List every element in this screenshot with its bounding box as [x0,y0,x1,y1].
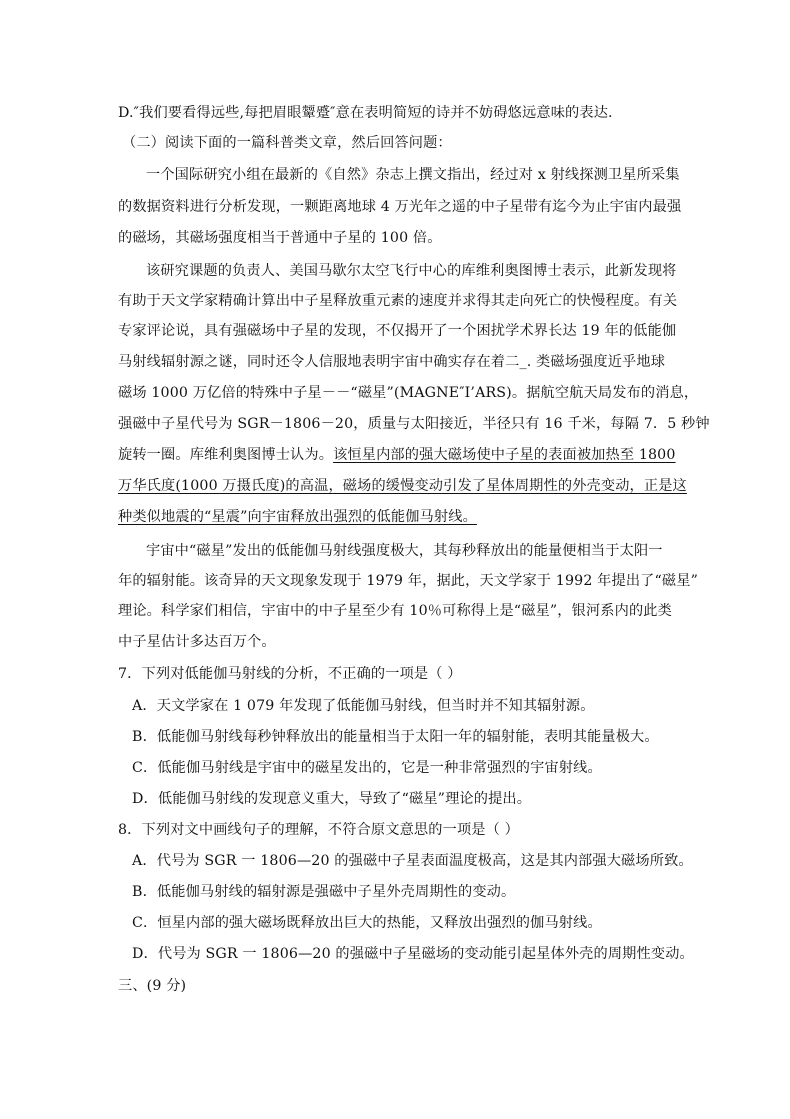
question7-option-d: D．低能伽马射线的发现意义重大，导致了“磁星”理论的提出。 [132,791,532,807]
article-p1-line1: 一个国际研究小组在最新的《自然》杂志上撰文指出，经过对 x 射线探测卫星所采集 [146,167,680,183]
question8-option-b: B．低能伽马射线的辐射源是强磁中子星外壳周期性的变动。 [132,884,516,900]
section3-heading: 三、(9 分) [118,978,187,994]
article-p2-line1: 该研究课题的负责人、美国马歇尔太空飞行中心的库维利奥图博士表示，此新发现将 [146,263,677,279]
article-p2-line4: 马射线辐射源之谜，同时还令人信服地表明宇宙中确实存在着二_. 类磁场强度近乎地球 [118,354,666,370]
question6-option-d: D.″我们要看得远些,每把眉眼颦蹙″意在表明简短的诗并不妨碍悠远意味的表达. [118,105,613,121]
question8-option-c: C．恒星内部的强大磁场既释放出巨大的热能，又释放出强烈的伽马射线。 [132,915,602,931]
article-p2-line6: 强磁中子星代号为 SGR－1806－20，质量与太阳接近，半径只有 16 千米，每隔 7．5 秒钟 [118,416,710,432]
question7-option-c: C．低能伽马射线是宇宙中的磁星发出的，它是一种非常强烈的宇宙射线。 [132,760,602,776]
article-p1-line3: 的磁场，其磁场强度相当于普通中子星的 100 倍。 [118,230,442,246]
article-p2-line2: 有助于天文学家精确计算出中子星释放重元素的速度并求得其走向死亡的快慢程度。有关 [118,293,678,309]
question7-option-b: B．低能伽马射线每秒钟释放出的能量相当于太阳一年的辐射能，表明其能量极大。 [132,729,659,745]
underlined-sentence-line2: 万华氏度(1000 万摄氏度)的高温，磁场的缓慢变动引发了星体周期性的外壳变动，正是这 [118,478,687,494]
underlined-sentence-line3: 种类似地震的“星震”向宇宙释放出强烈的低能伽马射线。 [118,509,477,525]
article-p3-line2: 年的辐射能。该奇异的天文现象发现于 1979 年，据此，天文学家于 1992 年提出了“磁星” [118,573,698,589]
article-p2-line5: 磁场 1000 万亿倍的特殊中子星－－“磁星”(MAGNE″I’ARS)。据航空航天局发布的消息， [118,385,699,401]
article-p3-line1: 宇宙中“磁星”发出的低能伽马射线强度极大，其每秒释放出的能量便相当于太阳一 [146,543,663,559]
question7-option-a: A．天文学家在 1 079 年发现了低能伽马射线，但当时并不知其辐射源。 [132,698,595,714]
underlined-sentence-start: 该恒星内部的强大磁场使中子星的表面被加热至 1800 [333,447,676,463]
question8-option-d: D．代号为 SGR 一 1806—20 的强磁中子星磁场的变动能引起星体外壳的周期性变动。 [132,946,694,962]
article-p1-line2: 的数据资料进行分析发现，一颗距离地球 4 万光年之遥的中子星带有迄今为止宇宙内最强 [118,199,682,215]
section2-heading: （二）阅读下面的一篇科普类文章，然后回答问题： [122,135,452,151]
question7-stem: 7．下列对低能伽马射线的分析，不正确的一项是（ ） [118,666,462,682]
question8-stem: 8．下列对文中画线句子的理解，不符合原文意思的一项是（ ） [118,822,519,838]
article-p2-line7-plain: 旋转一圈。库维利奥图博士认为。 [118,447,334,463]
article-p2-line7 [118,445,678,465]
question8-option-a: A．代号为 SGR 一 1806—20 的强磁中子星表面温度极高，这是其内部强大磁场所致。 [132,853,693,869]
article-p2-line3: 专家评论说，具有强磁场中子星的发现，不仅揭开了一个困扰学术界长达 19 年的低能伽 [118,323,677,339]
article-p3-line4: 中子星估计多达百万个。 [118,634,276,650]
article-p3-line3: 理论。科学家们相信，宇宙中的中子星至少有 10％可称得上是“磁星”，银河系内的此类 [118,603,672,619]
